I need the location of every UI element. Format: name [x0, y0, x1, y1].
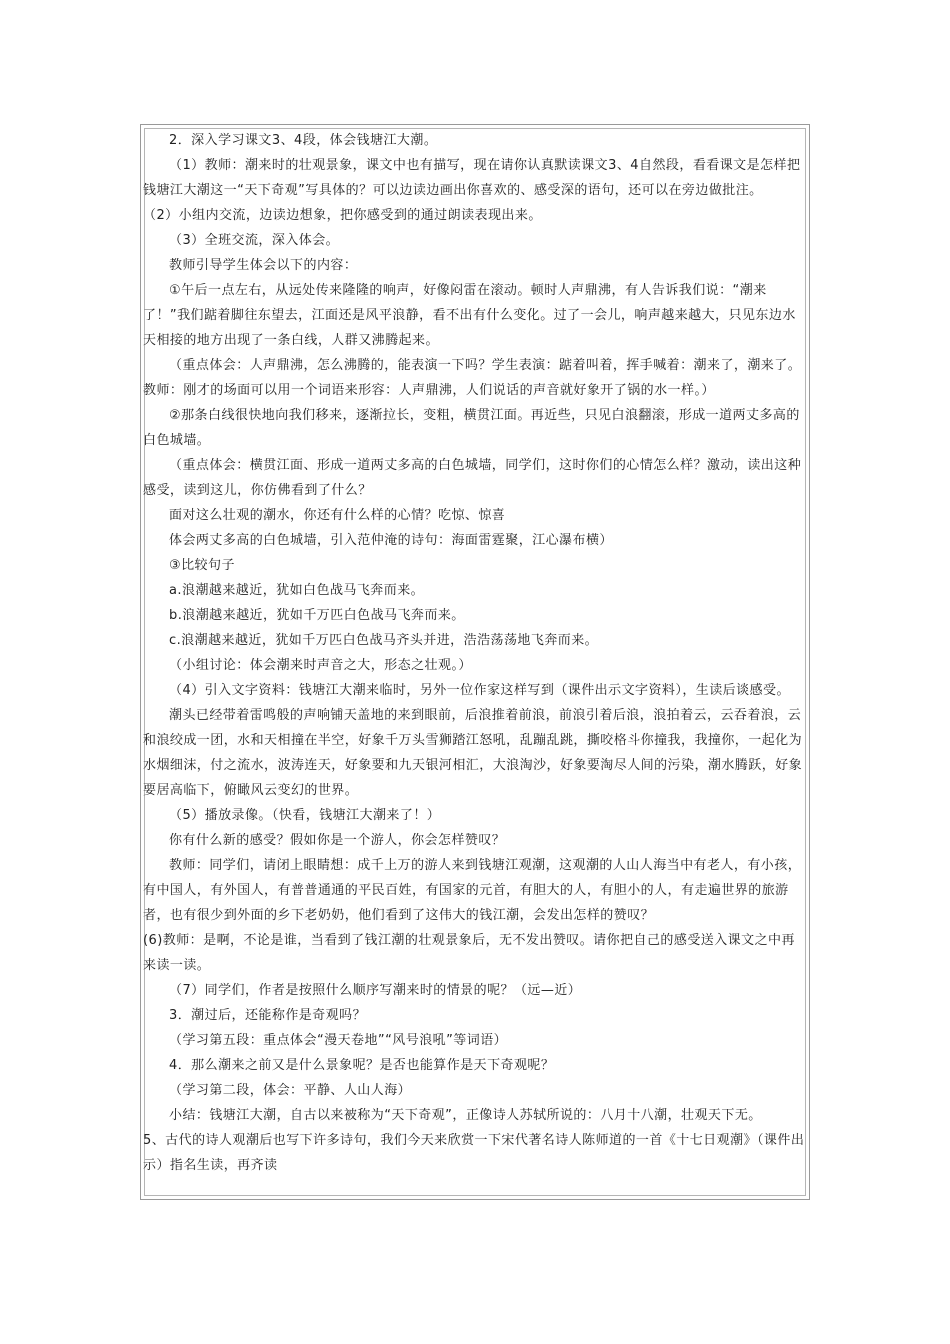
paragraph: 体会两丈多高的白色城墙，引入范仲淹的诗句：海面雷霆聚，江心瀑布横）: [169, 533, 613, 548]
paragraph: 小结：钱塘江大潮，自古以来被称为“天下奇观”，正像诗人苏轼所说的：八月十八潮，壮观天下无。: [169, 1108, 762, 1123]
paragraph: 2．深入学习课文3、4段，体会钱塘江大潮。: [169, 133, 438, 148]
paragraph: （5）播放录像。（快看，钱塘江大潮来了！）: [169, 808, 441, 823]
paragraph: c.浪潮越来越近，犹如千万匹白色战马齐头并进，浩浩荡荡地飞奔而来。: [169, 633, 599, 648]
paragraph: 5、古代的诗人观潮后也写下许多诗句，我们今天来欣赏一下宋代著名诗人陈师道的一首《十七日观潮》（课件出示）指名生读，再齐读: [143, 1133, 805, 1173]
paragraph: (6)教师：是啊，不论是谁，当看到了钱江潮的壮观景象后，无不发出赞叹。请你把自己的感受送入课文之中再来读一读。: [143, 933, 795, 973]
paragraph: （学习第五段：重点体会“漫天卷地”“风号浪吼”等词语）: [169, 1033, 508, 1048]
paragraph: （3）全班交流，深入体会。: [169, 233, 340, 248]
paragraph: ②那条白线很快地向我们移来，逐渐拉长，变粗，横贯江面。再近些，只见白浪翻滚，形成一道两丈多高的白色城墙。: [143, 408, 800, 448]
paragraph: b.浪潮越来越近，犹如千万匹白色战马飞奔而来。: [169, 608, 465, 623]
paragraph: 4．那么潮来之前又是什么景象呢？是否也能算作是天下奇观呢？: [169, 1058, 555, 1073]
paragraph: 面对这么壮观的潮水，你还有什么样的心情？吃惊、惊喜: [169, 508, 506, 523]
paragraph: （重点体会：人声鼎沸，怎么沸腾的，能表演一下吗？学生表演：踮着叫着，挥手喊着：潮来了，潮来了。教师：刚才的场面可以用一个词语来形容：人声鼎沸，人们说话的声音就好象开了锅的水一样。）: [143, 358, 802, 398]
paragraph: 教师：同学们，请闭上眼睛想：成千上万的游人来到钱塘江观潮，这观潮的人山人海当中有老人，有小孩，有中国人，有外国人，有普普通通的平民百姓，有国家的元首，有胆大的人，有胆小的人，有走遍世界的旅游者，也有很少到外面的乡下老奶奶，他们看到了这伟大的钱江潮，会发出怎样的赞叹？: [143, 858, 802, 923]
paragraph: （2）小组内交流，边读边想象，把你感受到的通过朗读表现出来。: [143, 208, 542, 223]
paragraph: ①午后一点左右，从远处传来隆隆的响声，好像闷雷在滚动。顿时人声鼎沸，有人告诉我们说：“潮来了！”我们踮着脚往东望去，江面还是风平浪静，看不出有什么变化。过了一会儿，响声越来越大，只见东边水天相接的地方出现了一条白线，人群又沸腾起来。: [143, 283, 796, 348]
paragraph: ③比较句子: [169, 558, 235, 573]
document-content: [143, 128, 808, 1178]
paragraph: （1）教师：潮来时的壮观景象，课文中也有描写，现在请你认真默读课文3、4自然段，看看课文是怎样把钱塘江大潮这一“天下奇观”写具体的？可以边读边画出你喜欢的、感受深的语句，还可以在旁边做批注。: [143, 158, 801, 198]
paragraph: 你有什么新的感受？假如你是一个游人，你会怎样赞叹？: [169, 833, 506, 848]
paragraph: （7）同学们，作者是按照什么顺序写潮来时的情景的呢？（远—近）: [169, 983, 582, 998]
paragraph: a.浪潮越来越近，犹如白色战马飞奔而来。: [169, 583, 425, 598]
paragraph: 教师引导学生体会以下的内容：: [169, 258, 358, 273]
paragraph: （小组讨论：体会潮来时声音之大，形态之壮观。）: [169, 658, 472, 673]
paragraph: （学习第二段，体会：平静、人山人海）: [169, 1083, 412, 1098]
paragraph: （重点体会：横贯江面、形成一道两丈多高的白色城墙，同学们，这时你们的心情怎么样？激动，读出这种感受，读到这儿，你仿佛看到了什么？: [143, 458, 802, 498]
paragraph: 潮头已经带着雷鸣般的声响铺天盖地的来到眼前，后浪推着前浪，前浪引着后浪，浪拍着云，云吞着浪，云和浪绞成一团，水和天相撞在半空，好象千万头雪狮踏江怒吼，乱蹦乱跳，撕咬格斗你撞我，我撞你，一起化为水烟细沫，付之流水，波涛连天，好象要和九天银河相汇，大浪淘沙，好象要淘尽人间的污染，潮水腾跃，好象要居高临下，俯瞰风云变幻的世界。: [143, 708, 803, 798]
paragraph: （4）引入文字资料：钱塘江大潮来临时，另外一位作家这样写到（课件出示文字资料），生读后谈感受。: [169, 683, 790, 698]
paragraph: 3．潮过后，还能称作是奇观吗？: [169, 1008, 367, 1023]
